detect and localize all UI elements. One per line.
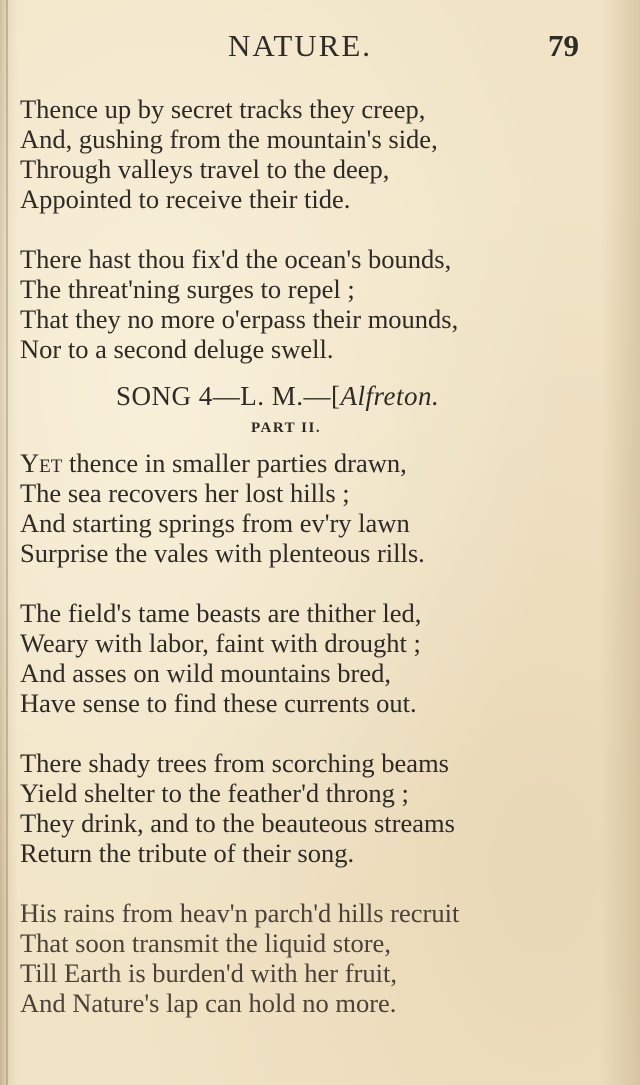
running-head: NATURE. bbox=[228, 28, 373, 63]
stanza bbox=[20, 94, 580, 214]
stanza-gap bbox=[20, 718, 580, 748]
verse-line: Weary with labor, faint with drought ; bbox=[20, 628, 421, 658]
part-heading: PART II. bbox=[251, 420, 322, 436]
stanza-gap bbox=[20, 568, 580, 598]
stanza-gap bbox=[20, 214, 580, 244]
verse-line: His rains from heav'n parch'd hills recruit bbox=[20, 898, 460, 928]
verse-line: Return the tribute of their song. bbox=[20, 838, 355, 868]
verse-line: The sea recovers her lost hills ; bbox=[20, 478, 350, 508]
verse-line: There hast thou fix'd the ocean's bounds, bbox=[20, 244, 452, 274]
verse-line: Have sense to find these currents out. bbox=[20, 688, 417, 718]
verse-line: Yield shelter to the feather'd throng ; bbox=[20, 778, 409, 808]
verse-line: Through valleys travel to the deep, bbox=[20, 154, 390, 184]
verse-line: There shady trees from scorching beams bbox=[20, 748, 449, 778]
verse-line: Surprise the vales with plenteous rills. bbox=[20, 538, 425, 568]
page-number: 79 bbox=[548, 28, 579, 63]
stanza bbox=[20, 748, 580, 868]
stanza bbox=[20, 598, 580, 718]
drop-word: Yet bbox=[20, 448, 63, 478]
verse-line: That they no more o'erpass their mounds, bbox=[20, 304, 459, 334]
stanza bbox=[20, 898, 580, 1018]
verse-line: And Nature's lap can hold no more. bbox=[20, 988, 397, 1018]
stanza bbox=[20, 244, 580, 364]
stanza bbox=[20, 448, 580, 568]
verse-line: They drink, and to the beauteous streams bbox=[20, 808, 455, 838]
verse-line: That soon transmit the liquid store, bbox=[20, 928, 391, 958]
verse-line: And asses on wild mountains bred, bbox=[20, 658, 391, 688]
tune-name: Alfreton. bbox=[340, 381, 440, 411]
page-header bbox=[0, 28, 640, 68]
hymn-text bbox=[20, 94, 580, 1018]
verse-line: The field's tame beasts are thither led, bbox=[20, 598, 422, 628]
page-spine-shadow bbox=[6, 0, 8, 1085]
verse-line: Nor to a second deluge swell. bbox=[20, 334, 334, 364]
verse-line: Appointed to receive their tide. bbox=[20, 184, 351, 214]
verse-line: The threat'ning surges to repel ; bbox=[20, 274, 355, 304]
song-heading bbox=[20, 378, 580, 414]
verse-line-rest: thence in smaller parties drawn, bbox=[62, 448, 407, 478]
verse-line: And, gushing from the mountain's side, bbox=[20, 124, 438, 154]
verse-line: Thence up by secret tracks they creep, bbox=[20, 94, 426, 124]
song-number: SONG 4—L. M.—[ bbox=[116, 381, 341, 411]
verse-line: Till Earth is burden'd with her fruit, bbox=[20, 958, 397, 988]
stanza-gap bbox=[20, 868, 580, 898]
verse-line bbox=[20, 448, 580, 478]
verse-line: And starting springs from ev'ry lawn bbox=[20, 508, 410, 538]
